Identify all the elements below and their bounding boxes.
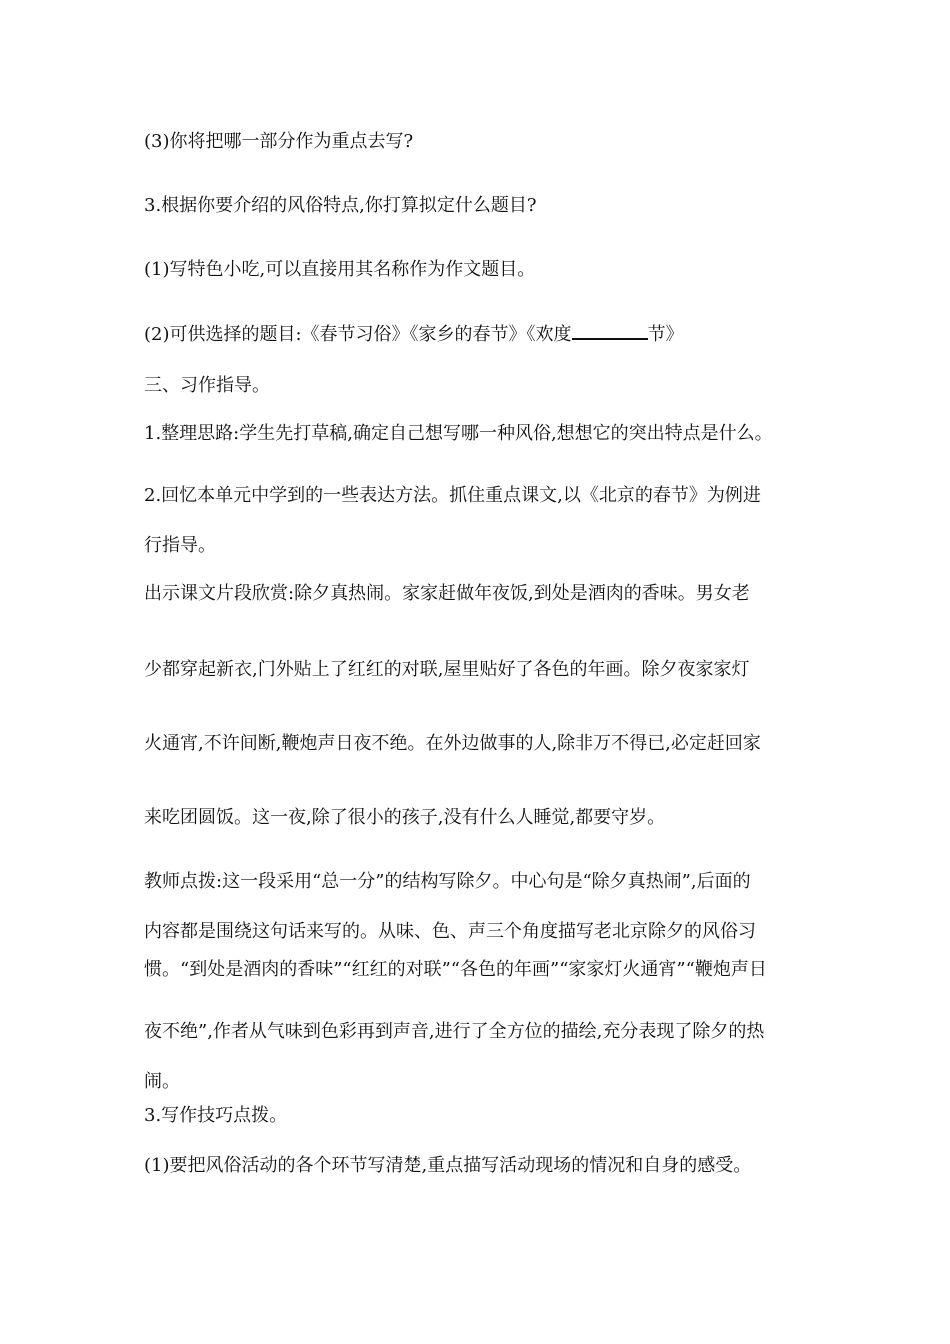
step-3: 3.写作技巧点拨。: [144, 1105, 288, 1126]
comment-line-3: 惯。“到处是酒肉的香味”“红红的对联”“各色的年画”“家家灯火通宵”“鞭炮声日: [144, 959, 767, 980]
comment-line-5: 闹。: [144, 1071, 180, 1092]
question-3-sub3: (3)你将把哪一部分作为重点去写?: [144, 131, 414, 152]
step-2-line-2: 行指导。: [144, 535, 216, 556]
comment-line-1: 教师点拨:这一段采用“总一分”的结构写除夕。中心句是“除夕真热闹”,后面的: [144, 871, 751, 892]
fill-in-blank: [572, 322, 648, 340]
comment-line-4: 夜不绝”,作者从气味到色彩再到声音,进行了全方位的描绘,充分表现了除夕的热: [144, 1021, 765, 1042]
section-heading: 三、习作指导。: [144, 375, 270, 396]
excerpt-line-3: 火通宵,不许间断,鞭炮声日夜不绝。在外边做事的人,除非万不得已,必定赶回家: [144, 733, 761, 754]
excerpt-line-1: 出示课文片段欣赏:除夕真热闹。家家赶做年夜饭,到处是酒肉的香味。男女老: [144, 583, 750, 604]
step-3-sub1: (1)要把风俗活动的各个环节写清楚,重点描写活动现场的情况和自身的感受。: [144, 1155, 752, 1176]
step-2-line-1: 2.回忆本单元中学到的一些表达方法。抓住重点课文,以《北京的春节》为例进: [144, 485, 761, 506]
step-1: 1.整理思路:学生先打草稿,确定自己想写哪一种风俗,想想它的突出特点是什么。: [144, 423, 773, 444]
excerpt-line-4: 来吃团圆饭。这一夜,除了很小的孩子,没有什么人睡觉,都要守岁。: [144, 807, 666, 828]
question-3-sub1: (1)写特色小吃,可以直接用其名称作为作文题目。: [144, 259, 536, 280]
title-options-suffix: 节》: [647, 324, 684, 345]
question-3-sub2: [144, 322, 684, 347]
excerpt-line-2: 少都穿起新衣,门外贴上了红红的对联,屋里贴好了各色的年画。除夕夜家家灯: [144, 659, 750, 680]
question-3-title: 3.根据你要介绍的风俗特点,你打算拟定什么题目?: [144, 195, 537, 216]
comment-line-2: 内容都是围绕这句话来写的。从味、色、声三个角度描写老北京除夕的风俗习: [144, 921, 756, 942]
title-options-text: (2)可供选择的题目:《春节习俗》《家乡的春节》《欢度: [144, 324, 572, 345]
